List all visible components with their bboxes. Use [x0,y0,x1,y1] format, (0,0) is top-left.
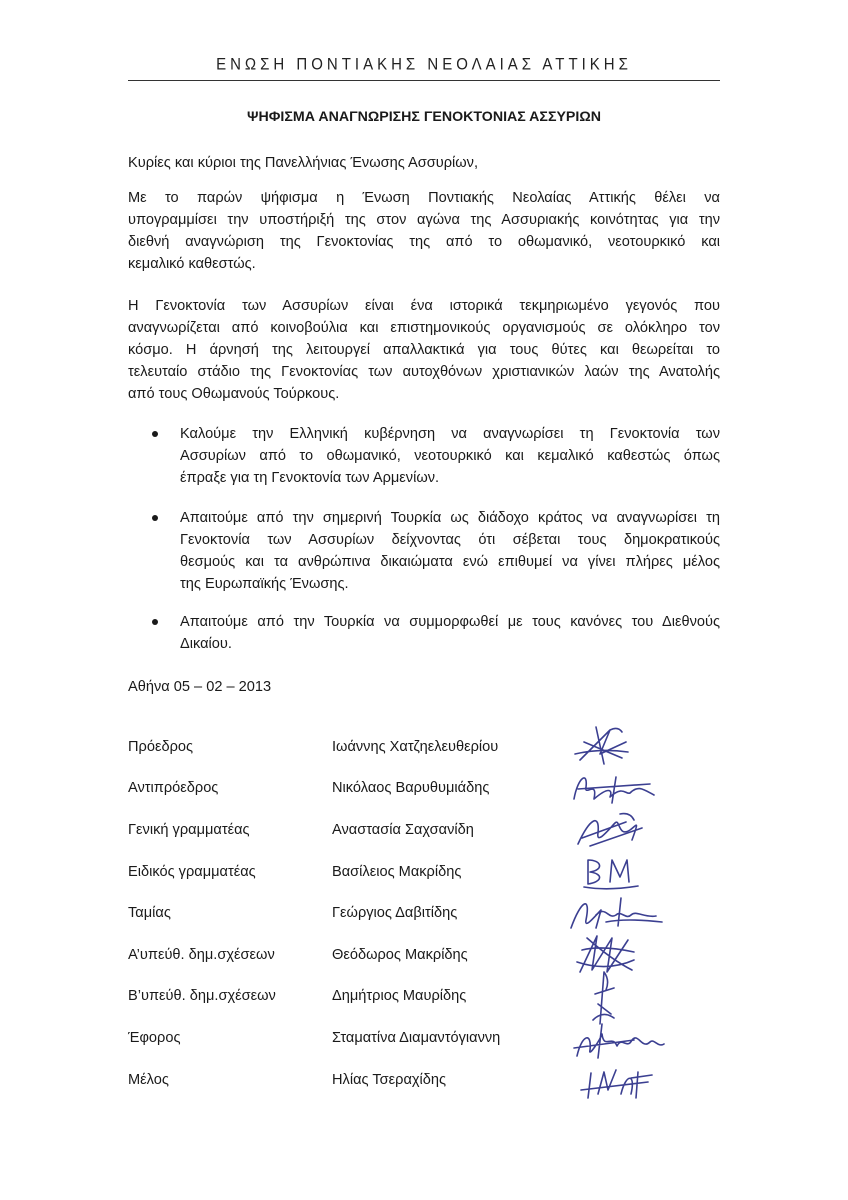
bullet-line: Απαιτούμε από την Τουρκία να συμμορφωθεί με τους κανόνες του Διεθνούς [180,614,720,630]
signatory-name: Σταματίνα Διαμαντόγιαννη [332,1030,501,1046]
paragraph-line: κόσμο. Η άρνησή της λειτουργεί απαλλακτικά για τους θύτες και θεωρείται το [128,342,720,358]
signature [582,852,640,892]
paragraph-line: Με το παρών ψήφισμα η Ένωση Ποντιακής Νεολαίας Αττικής θέλει να [128,190,720,206]
signatory-role: Αντιπρόεδρος [128,780,219,796]
header-divider [128,80,720,81]
signatory-role: Β’υπεύθ. δημ.σχέσεων [128,988,276,1004]
paragraph-line: από τους Οθωμανούς Τούρκους. [128,386,340,402]
paragraph-line: Η Γενοκτονία των Ασσυρίων είναι ένα ιστορικά τεκμηριωμένο γεγονός που [128,298,720,314]
signatory-name: Ηλίας Τσεραχίδης [332,1072,447,1088]
paragraph-line: τελευταίο στάδιο της Γενοκτονίας των αυτοχθόνων χριστιανικών λαών της Ανατολής [128,364,720,380]
signature [572,1014,668,1062]
bullet-line: Δικαίου. [180,636,232,652]
bullet-line: θεσμούς και τα ανθρώπινα δικαιώματα ενώ επιθυμεί να γίνει πλήρες μέλος [180,554,720,570]
signatory-role: Πρόεδρος [128,739,194,755]
bullet-line: της Ευρωπαϊκής Ένωσης. [180,576,349,592]
signatory-name: Θεόδωρος Μακρίδης [332,947,468,963]
bullet-marker [152,431,158,437]
paragraph-1 [128,187,720,275]
signature [568,767,664,809]
bullet-line: Απαιτούμε από την σημερινή Τουρκία ως διάδοχο κράτος να αναγνωρίσει τη [180,510,720,526]
signatory-role: Ταμίας [128,905,171,921]
signature [576,1058,656,1102]
bullet-marker [152,515,158,521]
paragraph-line: υπογραμμίσει την υποστήριξή της στον αγώνα της Ασσυριακής κοινότητας για την [128,212,720,228]
bullet-line: έπραξε για τη Γενοκτονία των Αρμενίων. [180,470,440,486]
signatory-name: Νικόλαος Βαρυθυμιάδης [332,780,490,796]
signature [570,808,648,852]
bullet-line: Καλούμε την Ελληνική κυβέρνηση να αναγνωρίσει τη Γενοκτονία των [180,426,720,442]
signatory-name: Δημήτριος Μαυρίδης [332,988,467,1004]
document-date: Αθήνα 05 – 02 – 2013 [128,679,272,695]
bullet-marker [152,619,158,625]
paragraph-line: κεμαλικό καθεστώς. [128,256,256,272]
paragraph-line: διεθνή αναγνώριση της Γενοκτονίας της από το οθωμανικό, νεοτουρκικό και [128,234,720,250]
bullet-line: Γενοκτονία των Ασσυρίων δείχνοντας ότι σέβεται τους δημοκρατικούς [180,532,720,548]
signatory-name: Ιωάννης Χατζηελευθερίου [332,739,499,755]
bullet-item-1 [180,423,720,489]
paragraph-line: αναγνωρίζεται από κοινοβούλια και επιστημονικούς οργανισμούς σε ολόκληρο τον [128,320,720,336]
salutation: Κυρίες και κύριοι της Πανελλήνιας Ένωσης Ασσυρίων, [128,155,479,171]
organization-header: ΕΝΩΣΗ ΠΟΝΤΙΑΚΗΣ ΝΕΟΛΑΙΑΣ ΑΤΤΙΚΗΣ [216,55,632,74]
signatory-name: Γεώργιος Δαβιτίδης [332,905,458,921]
bullet-line: Ασσυρίων από το οθωμανικό, νεοτουρκικό και κεμαλικό καθεστώς όπως [180,448,720,464]
bullet-item-2 [180,507,720,595]
signatory-role: Α’υπεύθ. δημ.σχέσεων [128,947,275,963]
signature [570,722,632,770]
signatory-role: Ειδικός γραμματέας [128,864,256,880]
signatory-role: Έφορος [128,1030,181,1046]
document-title: ΨΗΦΙΣΜΑ ΑΝΑΓΝΩΡΙΣΗΣ ΓΕΝΟΚΤΟΝΙΑΣ ΑΣΣΥΡΙΩΝ [247,109,601,125]
paragraph-2 [128,295,720,405]
signatory-role: Γενική γραμματέας [128,822,250,838]
signatory-name: Αναστασία Σαχσανίδη [332,822,474,838]
signatory-name: Βασίλειος Μακρίδης [332,864,462,880]
signatory-role: Μέλος [128,1072,169,1088]
bullet-item-3 [180,611,720,655]
